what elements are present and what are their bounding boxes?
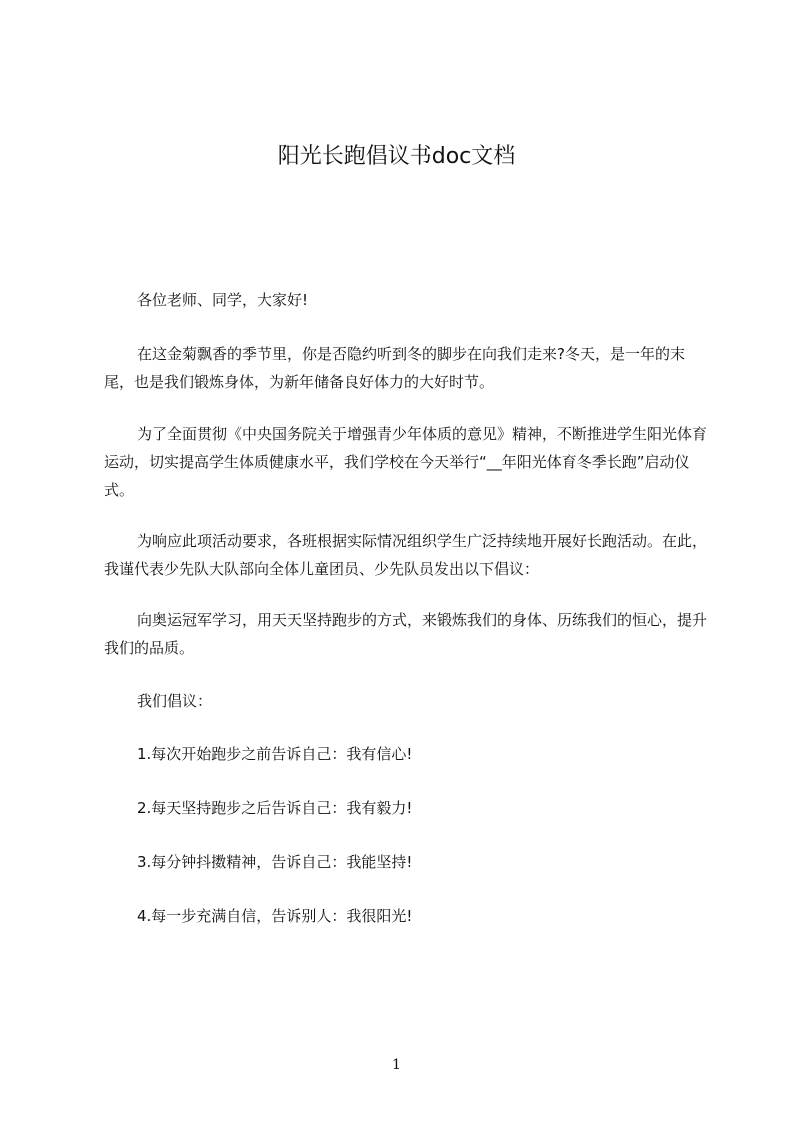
proposal-intro: 我们倡议： — [137, 692, 213, 710]
proposal-item-3: 3.每分钟抖擞精神，告诉自己：我能坚持! — [137, 853, 413, 871]
proposal-item-1: 1.每次开始跑步之前告诉自己：我有信心! — [137, 745, 413, 763]
proposal-item-4: 4.每一步充满自信，告诉别人：我很阳光! — [137, 907, 413, 925]
greeting-paragraph: 各位老师、同学，大家好! — [137, 291, 309, 309]
document-title: 阳光长跑倡议书doc文档 — [277, 144, 516, 169]
body-paragraph-4: 向奥运冠军学习，用天天坚持跑步的方式，来锻炼我们的身体、历练我们的恒心，提升我们的品质。 — [104, 611, 708, 657]
body-paragraph-3: 为响应此项活动要求，各班根据实际情况组织学生广泛持续地开展好长跑活动。在此，我谨代表少先队大队部向全体儿童团员、少先队员发出以下倡议： — [104, 532, 708, 578]
page-number: 1 — [392, 1057, 401, 1073]
body-paragraph-1: 在这金菊飘香的季节里，你是否隐约听到冬的脚步在向我们走来?冬天，是一年的末尾，也是我们锻炼身体，为新年储备良好体力的大好时节。 — [104, 345, 685, 391]
proposal-item-2: 2.每天坚持跑步之后告诉自己：我有毅力! — [137, 799, 413, 817]
body-paragraph-2: 为了全面贯彻《中央国务院关于增强青少年体质的意见》精神，不断推进学生阳光体育运动，切实提高学生体质健康水平，我们学校在今天举行“__年阳光体育冬季长跑”启动仪式。 — [104, 425, 708, 499]
